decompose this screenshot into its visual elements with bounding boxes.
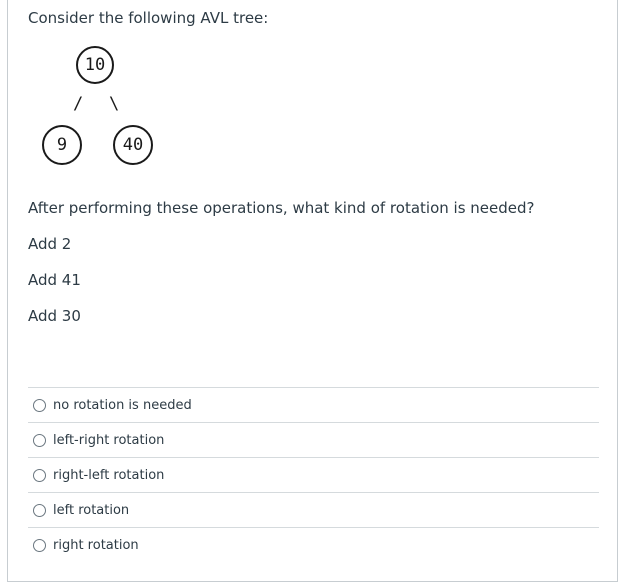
- tree-edge-right: \: [109, 94, 120, 114]
- radio-button[interactable]: [33, 399, 46, 412]
- question-intro: Consider the following AVL tree:: [28, 9, 269, 27]
- answer-option-right-left[interactable]: [28, 458, 599, 493]
- tree-node-root: [76, 46, 114, 84]
- tree-node-left: [42, 125, 82, 165]
- answer-label: right-left rotation: [53, 467, 165, 483]
- answer-option-no-rotation[interactable]: [28, 388, 599, 423]
- operation-3: Add 30: [28, 307, 81, 325]
- radio-button[interactable]: [33, 434, 46, 447]
- operation-2: Add 41: [28, 271, 81, 289]
- radio-button[interactable]: [33, 469, 46, 482]
- tree-node-right-value: 40: [122, 135, 144, 155]
- answer-label: left rotation: [53, 502, 130, 518]
- answer-label: no rotation is needed: [53, 397, 192, 413]
- answer-option-left-right[interactable]: [28, 423, 599, 458]
- tree-edge-left: /: [73, 94, 84, 114]
- answer-label: right rotation: [53, 538, 139, 553]
- answer-label: left-right rotation: [53, 432, 165, 448]
- answer-list: [28, 387, 599, 563]
- tree-node-right: [113, 125, 153, 165]
- question-prompt: After performing these operations, what kind of rotation is needed?: [28, 199, 535, 217]
- radio-button[interactable]: [33, 539, 46, 552]
- answer-option-right[interactable]: [28, 528, 599, 563]
- radio-button[interactable]: [33, 504, 46, 517]
- operation-1: Add 2: [28, 235, 72, 253]
- tree-node-left-value: 9: [56, 135, 68, 155]
- answer-option-left[interactable]: [28, 493, 599, 528]
- tree-node-root-value: 10: [84, 55, 106, 75]
